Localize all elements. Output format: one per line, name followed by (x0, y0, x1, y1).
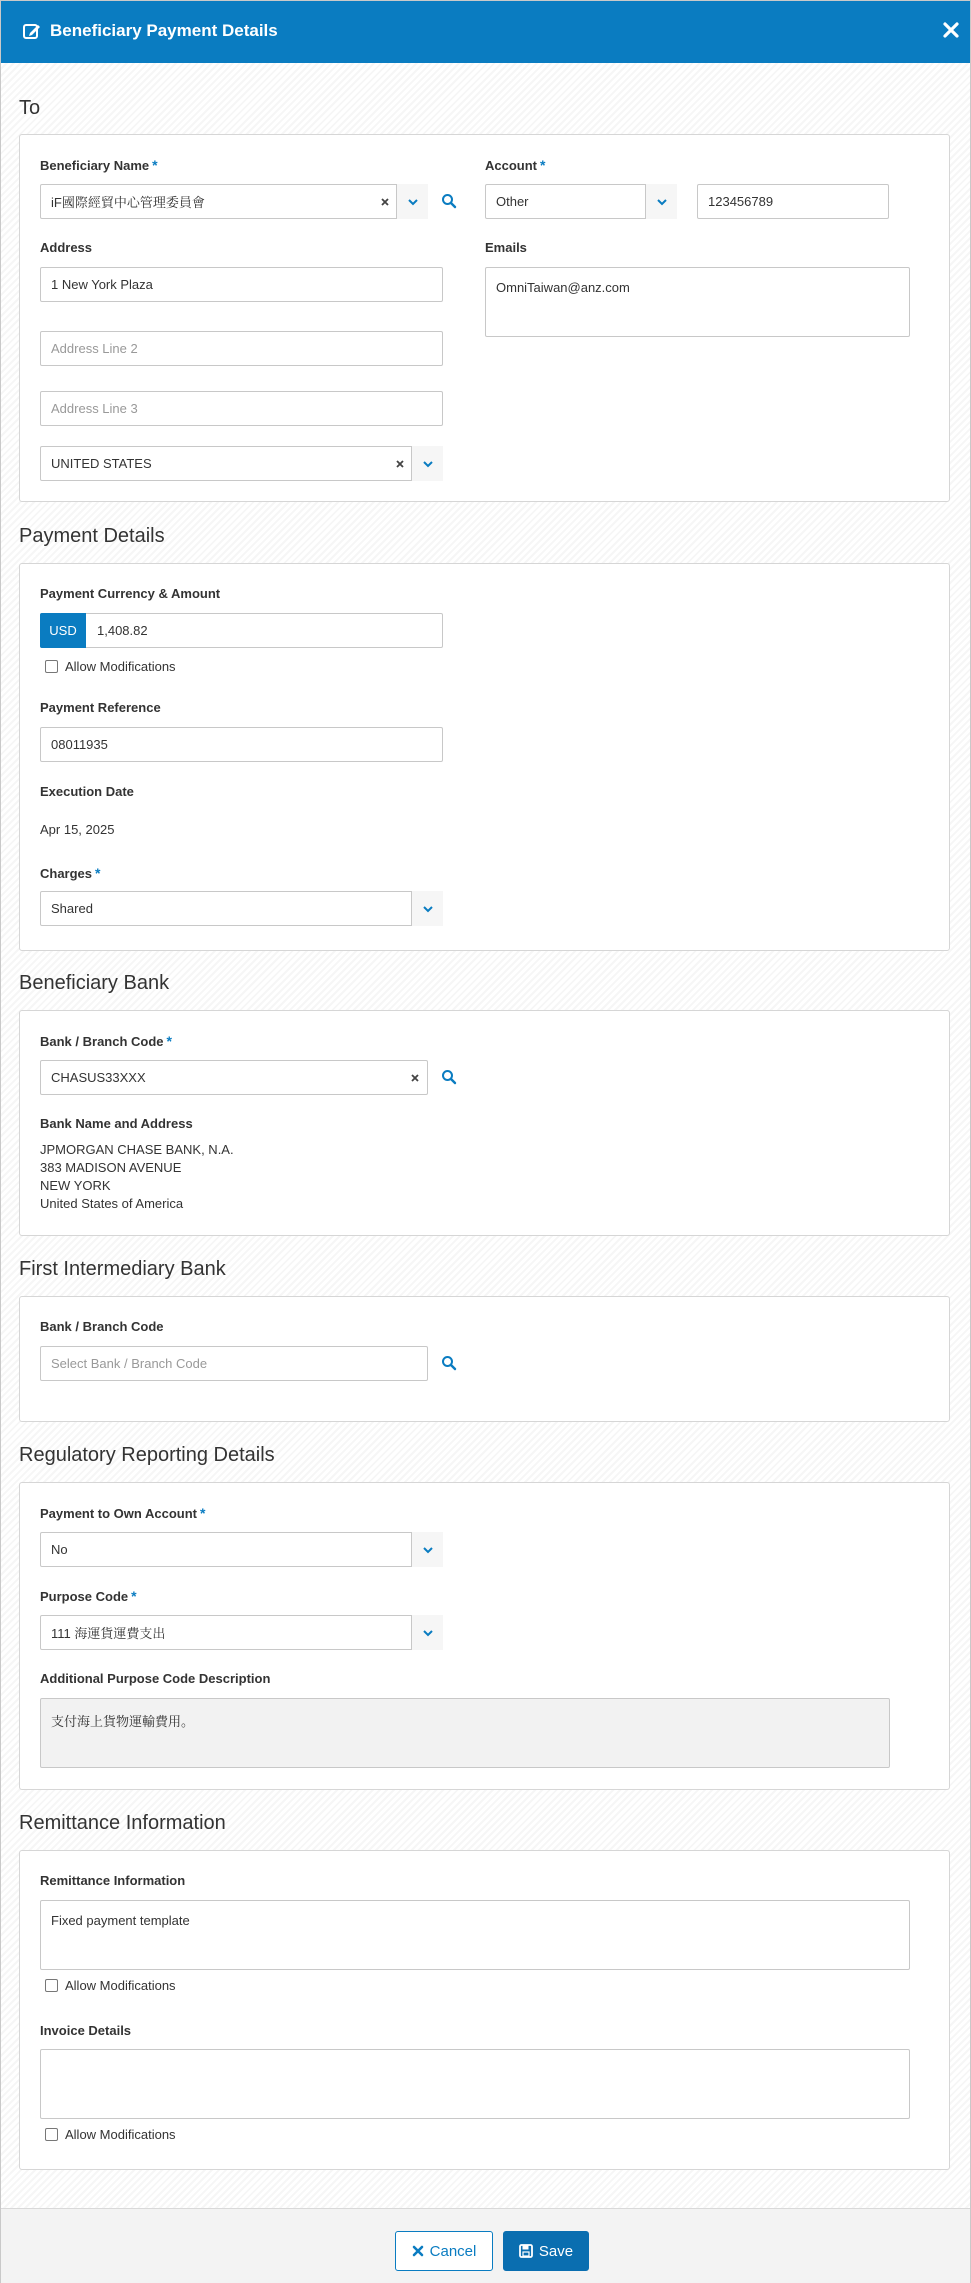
beneficiary-search-icon[interactable] (441, 193, 457, 209)
intermediary-code-label: Bank / Branch Code (40, 1319, 164, 1334)
bank-code-label: Bank / Branch Code * (40, 1033, 172, 1049)
bank-search-icon[interactable] (441, 1069, 457, 1085)
section-title-payment: Payment Details (19, 525, 165, 547)
remittance-info-label: Remittance Information (40, 1873, 186, 1888)
clear-icon[interactable] (379, 196, 391, 208)
country-select[interactable] (40, 446, 443, 481)
country-value: UNITED STATES (51, 456, 152, 471)
bank-code-select[interactable] (40, 1060, 428, 1095)
chevron-down-icon (407, 196, 419, 208)
emails-textarea[interactable] (485, 267, 910, 337)
account-type-dropdown-button[interactable] (645, 184, 677, 219)
allow-modifications-remittance[interactable] (45, 1978, 176, 1993)
clear-icon[interactable] (409, 1072, 421, 1084)
beneficiary-name-label: Beneficiary Name * (40, 157, 158, 173)
panel-intermediary (19, 1296, 950, 1422)
purpose-code-select[interactable] (40, 1615, 443, 1650)
address-line2-input[interactable] (40, 331, 443, 366)
account-type-select[interactable] (485, 184, 677, 219)
save-button[interactable] (503, 2231, 589, 2271)
account-type-value: Other (496, 194, 529, 209)
account-number-input[interactable] (697, 184, 889, 219)
modal-body (1, 63, 970, 2208)
payment-reference-value: 08011935 (51, 737, 108, 752)
bank-address-line: United States of America (40, 1196, 184, 1211)
allow-modifications-label: Allow Modifications (65, 1978, 176, 1993)
purpose-description-label: Additional Purpose Code Description (40, 1671, 271, 1686)
chevron-down-icon (422, 1627, 434, 1639)
beneficiary-dropdown-button[interactable] (396, 184, 428, 219)
invoice-details-textarea[interactable] (40, 2049, 910, 2119)
panel-remittance (19, 1850, 950, 2170)
charges-dropdown-button[interactable] (411, 891, 443, 926)
own-account-select[interactable] (40, 1532, 443, 1567)
save-label: Save (538, 2242, 574, 2260)
floppy-disk-icon (519, 2244, 533, 2258)
address-line1-value: 1 New York Plaza (51, 277, 153, 292)
country-dropdown-button[interactable] (411, 446, 443, 481)
own-account-dropdown-button[interactable] (411, 1532, 443, 1567)
payment-amount-label: Payment Currency & Amount (40, 586, 221, 601)
payment-reference-input[interactable] (40, 727, 443, 762)
account-number-value: 123456789 (708, 194, 774, 209)
purpose-description-textarea (40, 1698, 890, 1768)
intermediary-code-placeholder: Select Bank / Branch Code (51, 1356, 208, 1371)
modal-title: Beneficiary Payment Details (50, 21, 278, 40)
payment-amount-value: 1,408.82 (97, 623, 148, 638)
allow-modifications-label: Allow Modifications (65, 659, 176, 674)
charges-value: Shared (51, 901, 93, 916)
panel-payment (19, 563, 950, 951)
beneficiary-name-select[interactable] (40, 184, 428, 219)
chevron-down-icon (422, 903, 434, 915)
allow-modifications-checkbox[interactable] (45, 660, 58, 673)
section-title-bank: Beneficiary Bank (19, 972, 170, 994)
purpose-code-value: 111 海運貨運費支出 (51, 1626, 166, 1641)
address-line2-placeholder: Address Line 2 (51, 341, 138, 356)
modal-header (1, 1, 970, 63)
allow-modifications-checkbox[interactable] (45, 2128, 58, 2141)
purpose-code-dropdown-button[interactable] (411, 1615, 443, 1650)
own-account-label: Payment to Own Account * (40, 1505, 206, 1521)
edit-icon (22, 21, 42, 41)
allow-modifications-invoice[interactable] (45, 2127, 176, 2142)
bank-name-label: Bank Name and Address (40, 1116, 193, 1131)
own-account-value: No (51, 1542, 68, 1557)
emails-value: OmniTaiwan@anz.com (496, 280, 630, 295)
beneficiary-name-value: iF國際經貿中心管理委員會 (51, 195, 205, 210)
bank-address-line: NEW YORK (40, 1178, 111, 1193)
chevron-down-icon (422, 1544, 434, 1556)
close-icon[interactable] (939, 18, 963, 42)
bank-address-line: JPMORGAN CHASE BANK, N.A. (40, 1142, 234, 1157)
section-title-to: To (19, 97, 41, 119)
panel-bank (19, 1010, 950, 1236)
intermediary-search-icon[interactable] (441, 1355, 457, 1371)
address-line1-input[interactable] (40, 267, 443, 302)
allow-modifications-checkbox[interactable] (45, 1979, 58, 1992)
account-label: Account * (485, 157, 546, 173)
address-line3-placeholder: Address Line 3 (51, 401, 138, 416)
remittance-info-textarea[interactable] (40, 1900, 910, 1970)
chevron-down-icon (656, 196, 668, 208)
section-title-remittance: Remittance Information (19, 1812, 226, 1834)
remittance-info-value: Fixed payment template (51, 1913, 190, 1928)
charges-select[interactable] (40, 891, 443, 926)
address-line3-input[interactable] (40, 391, 443, 426)
allow-modifications-label: Allow Modifications (65, 2127, 176, 2142)
modal-title-wrap (22, 21, 278, 41)
invoice-details-label: Invoice Details (40, 2023, 132, 2038)
emails-label: Emails (485, 240, 527, 255)
execution-date-label: Execution Date (40, 784, 134, 799)
payment-reference-label: Payment Reference (40, 700, 161, 715)
clear-icon[interactable] (394, 458, 406, 470)
bank-address-line: 383 MADISON AVENUE (40, 1160, 182, 1175)
currency-badge[interactable]: USD (40, 613, 86, 648)
section-title-regulatory: Regulatory Reporting Details (19, 1444, 275, 1466)
execution-date-value: Apr 15, 2025 (40, 822, 115, 837)
section-title-intermediary: First Intermediary Bank (19, 1258, 226, 1280)
panel-to (19, 134, 950, 502)
intermediary-code-select[interactable] (40, 1346, 428, 1381)
cancel-button[interactable] (395, 2231, 493, 2271)
payment-amount-input[interactable] (40, 613, 443, 648)
close-icon (412, 2245, 424, 2257)
modal-footer (1, 2208, 970, 2283)
allow-modifications-amount[interactable] (45, 659, 176, 674)
bank-code-value: CHASUS33XXX (51, 1070, 146, 1085)
charges-label: Charges * (40, 865, 101, 881)
chevron-down-icon (422, 458, 434, 470)
address-label: Address (40, 240, 93, 255)
purpose-description-value: 支付海上貨物運輸費用。 (51, 1714, 195, 1729)
cancel-label: Cancel (429, 2242, 477, 2260)
purpose-code-label: Purpose Code * (40, 1588, 137, 1604)
panel-regulatory (19, 1482, 950, 1790)
